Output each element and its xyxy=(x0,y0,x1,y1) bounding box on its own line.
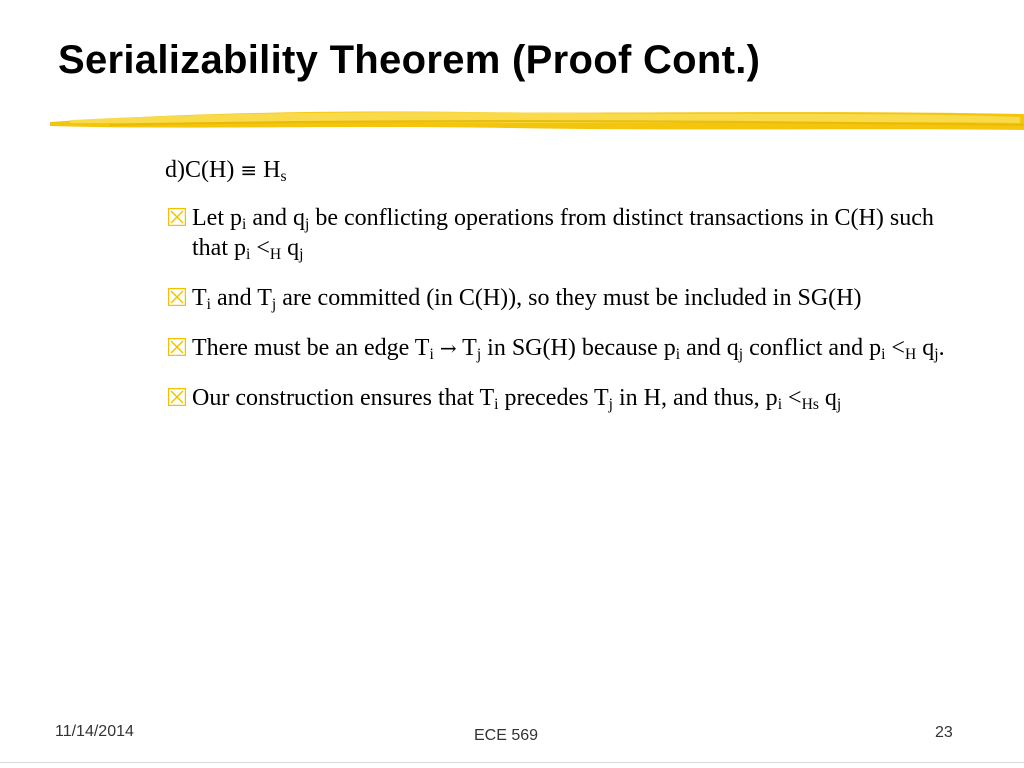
bullet-text: Our construction ensures that $T_i$ precedes $T_j$ in H, and thus, $p_i <_{Hs}$ $q_j$ xyxy=(192,385,842,413)
proof-step-heading: $d)C(H) \equiv H_s$ xyxy=(165,157,287,185)
bottom-divider xyxy=(0,762,1024,763)
slide-content xyxy=(165,155,965,433)
bullet-item xyxy=(165,203,965,263)
equivalence-symbol: ≡ xyxy=(240,158,258,182)
footer-date: 11/14/2014 xyxy=(55,723,134,740)
footer-course: ECE 569 xyxy=(474,727,539,744)
bullet-text: There must be an edge $T_i \to T_j$ in SG(H) because $p_i$ and $q_j$ conflict and $p_i <_H$ $q_j$. xyxy=(192,335,945,363)
right-arrow-symbol: → xyxy=(439,336,457,360)
boxed-x-icon xyxy=(168,288,186,306)
title-underline-brushstroke xyxy=(50,100,1024,140)
slide-title: Serializability Theorem (Proof Cont.) xyxy=(58,38,761,82)
bullet-text: $T_i$ and $T_j$ are committed (in C(H)), so they must be included in SG(H) xyxy=(192,285,862,313)
boxed-x-icon xyxy=(168,338,186,356)
bullet-item xyxy=(165,333,965,363)
page-number: 23 xyxy=(935,724,953,741)
boxed-x-icon xyxy=(168,388,186,406)
bullet-text: Let $p_i$ and $q_j$ be conflicting operations from distinct transactions in C(H) such that $p_i <_H$ $q_j$ xyxy=(192,205,934,263)
bullet-item xyxy=(165,283,965,313)
boxed-x-icon xyxy=(168,208,186,226)
bullet-item xyxy=(165,383,965,413)
